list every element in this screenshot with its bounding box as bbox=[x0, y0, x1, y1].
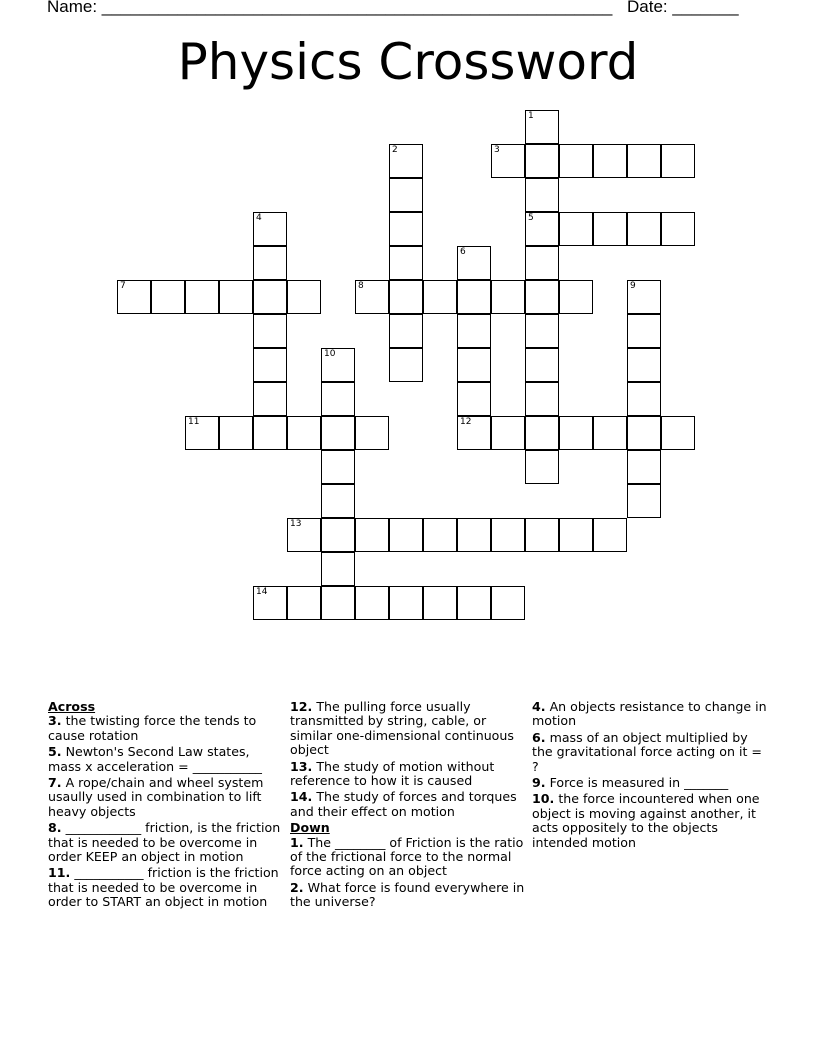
clue bbox=[48, 745, 284, 774]
clues-column-1 bbox=[48, 700, 284, 912]
grid-cell[interactable] bbox=[491, 280, 525, 314]
clue-number: 12 bbox=[460, 417, 472, 427]
grid-cell[interactable] bbox=[151, 280, 185, 314]
grid-cell[interactable] bbox=[389, 144, 423, 178]
grid-cell[interactable] bbox=[321, 518, 355, 552]
grid-cell[interactable] bbox=[525, 212, 559, 246]
grid-cell[interactable] bbox=[457, 416, 491, 450]
clue bbox=[532, 792, 768, 850]
clue-number: 7. bbox=[48, 775, 62, 791]
grid-cell[interactable] bbox=[253, 348, 287, 382]
clue-number: 8 bbox=[358, 281, 364, 291]
clue-text: ___________ friction is the friction that is needed to be overcome in order to START an object in motion bbox=[48, 865, 279, 910]
grid-cell[interactable] bbox=[219, 280, 253, 314]
name-field-label: Name: ______________________________________________________ bbox=[47, 0, 613, 16]
grid-cell[interactable] bbox=[287, 280, 321, 314]
grid-cell[interactable] bbox=[355, 416, 389, 450]
clue-text: The study of forces and torques and their effect on motion bbox=[290, 789, 517, 819]
grid-cell[interactable] bbox=[491, 586, 525, 620]
down-heading: Down bbox=[290, 820, 330, 836]
grid-cell[interactable] bbox=[117, 280, 151, 314]
grid-cell[interactable] bbox=[389, 518, 423, 552]
grid-cell[interactable] bbox=[253, 586, 287, 620]
grid-cell[interactable] bbox=[627, 382, 661, 416]
date-field-label: Date: _______ bbox=[627, 0, 739, 16]
page-title: Physics Crossword bbox=[177, 33, 639, 91]
grid-cell[interactable] bbox=[321, 348, 355, 382]
grid-cell[interactable] bbox=[525, 348, 559, 382]
clue-number: 10 bbox=[324, 349, 336, 359]
grid-cell[interactable] bbox=[525, 246, 559, 280]
grid-cell[interactable] bbox=[559, 212, 593, 246]
grid-cell[interactable] bbox=[627, 144, 661, 178]
grid-cell[interactable] bbox=[457, 314, 491, 348]
grid-cell[interactable] bbox=[321, 450, 355, 484]
clues-column-2 bbox=[290, 700, 526, 912]
grid-cell[interactable] bbox=[525, 280, 559, 314]
grid-cell[interactable] bbox=[525, 450, 559, 484]
grid-cell[interactable] bbox=[253, 314, 287, 348]
clue-text: ____________ friction, is the friction that is needed to be overcome in order KEEP an object in motion bbox=[48, 820, 281, 865]
clue-number: 6. bbox=[532, 729, 546, 745]
clue-number: 1 bbox=[528, 111, 534, 121]
clue-number: 5 bbox=[528, 213, 534, 223]
clue-number: 4. bbox=[532, 699, 546, 714]
grid-cell[interactable] bbox=[355, 586, 389, 620]
grid-cell[interactable] bbox=[185, 280, 219, 314]
clue-text: the twisting force the tends to cause rotation bbox=[48, 713, 257, 743]
grid-cell[interactable] bbox=[457, 280, 491, 314]
clue-number: 1. bbox=[290, 834, 304, 850]
clue bbox=[532, 700, 768, 729]
grid-cell[interactable] bbox=[661, 144, 695, 178]
grid-cell[interactable] bbox=[389, 246, 423, 280]
across-clue-list bbox=[48, 714, 284, 909]
grid-cell[interactable] bbox=[219, 416, 253, 450]
grid-cell[interactable] bbox=[253, 280, 287, 314]
grid-cell[interactable] bbox=[661, 212, 695, 246]
clue-text: The pulling force usually transmitted by string, cable, or similar one-dimensional continuous object bbox=[290, 699, 514, 758]
clue-number: 11 bbox=[188, 417, 200, 427]
clue bbox=[48, 776, 284, 819]
grid-cell[interactable] bbox=[593, 212, 627, 246]
grid-cell[interactable] bbox=[423, 586, 457, 620]
grid-cell[interactable] bbox=[593, 416, 627, 450]
clue bbox=[48, 714, 284, 743]
clue bbox=[48, 821, 284, 864]
grid-cell[interactable] bbox=[287, 416, 321, 450]
clue-text: mass of an object multiplied by the gravitational force acting on it = ? bbox=[532, 729, 762, 774]
clue bbox=[532, 731, 768, 774]
grid-cell[interactable] bbox=[627, 450, 661, 484]
clue-number: 5. bbox=[48, 744, 62, 760]
clue-text: the force incountered when one object is moving against another, it acts oppositely to the objects intended motion bbox=[532, 791, 760, 850]
grid-cell[interactable] bbox=[321, 586, 355, 620]
clue-text: An objects resistance to change in motion bbox=[532, 699, 767, 729]
grid-cell[interactable] bbox=[627, 348, 661, 382]
grid-cell[interactable] bbox=[389, 178, 423, 212]
clue-number: 6 bbox=[460, 247, 466, 257]
grid-cell[interactable] bbox=[457, 518, 491, 552]
clue bbox=[290, 836, 526, 879]
grid-cell[interactable] bbox=[287, 586, 321, 620]
grid-cell[interactable] bbox=[389, 586, 423, 620]
clue-number: 13. bbox=[290, 758, 313, 774]
grid-cell[interactable] bbox=[457, 246, 491, 280]
grid-cell[interactable] bbox=[491, 416, 525, 450]
grid-cell[interactable] bbox=[389, 348, 423, 382]
grid-cell[interactable] bbox=[389, 212, 423, 246]
grid-cell[interactable] bbox=[253, 212, 287, 246]
grid-cell[interactable] bbox=[185, 416, 219, 450]
grid-cell[interactable] bbox=[559, 144, 593, 178]
grid-cell[interactable] bbox=[525, 518, 559, 552]
grid-cell[interactable] bbox=[321, 416, 355, 450]
clue-number: 7 bbox=[120, 281, 126, 291]
clue-text: The ________ of Friction is the ratio of the frictional force to the normal force acting on an object bbox=[290, 834, 524, 879]
grid-cell[interactable] bbox=[457, 348, 491, 382]
clue-number: 14 bbox=[256, 587, 268, 597]
clue-number: 3. bbox=[48, 713, 62, 729]
clues-column-3 bbox=[532, 700, 768, 852]
grid-cell[interactable] bbox=[559, 518, 593, 552]
clue-text: A rope/chain and wheel system usaully used in combination to lift heavy objects bbox=[48, 775, 264, 819]
grid-cell[interactable] bbox=[389, 314, 423, 348]
clue bbox=[290, 790, 526, 819]
clue-text: The study of motion without reference to how it is caused bbox=[290, 758, 495, 789]
clue-number: 2 bbox=[392, 145, 398, 155]
grid-cell[interactable] bbox=[423, 280, 457, 314]
grid-cell[interactable] bbox=[593, 144, 627, 178]
clue-number: 10. bbox=[532, 791, 555, 807]
across-clue-list-continued bbox=[290, 700, 526, 819]
grid-cell[interactable] bbox=[321, 552, 355, 586]
grid-cell[interactable] bbox=[627, 484, 661, 518]
grid-cell[interactable] bbox=[321, 382, 355, 416]
down-clue-list bbox=[290, 836, 526, 910]
clue-number: 3 bbox=[494, 145, 500, 155]
grid-cell[interactable] bbox=[457, 382, 491, 416]
grid-cell[interactable] bbox=[321, 484, 355, 518]
clue-number: 4 bbox=[256, 213, 262, 223]
grid-cell[interactable] bbox=[491, 144, 525, 178]
grid-cell[interactable] bbox=[253, 382, 287, 416]
grid-cell[interactable] bbox=[525, 178, 559, 212]
clue-number: 13 bbox=[290, 519, 302, 529]
grid-cell[interactable] bbox=[627, 314, 661, 348]
grid-cell[interactable] bbox=[627, 416, 661, 450]
grid-cell[interactable] bbox=[423, 518, 457, 552]
clue-number: 9. bbox=[532, 775, 546, 791]
grid-cell[interactable] bbox=[525, 314, 559, 348]
grid-cell[interactable] bbox=[253, 246, 287, 280]
grid-cell[interactable] bbox=[525, 416, 559, 450]
clue bbox=[290, 700, 526, 758]
grid-cell[interactable] bbox=[491, 518, 525, 552]
grid-cell[interactable] bbox=[593, 518, 627, 552]
clue-text: Newton's Second Law states, mass x acceleration = ___________ bbox=[48, 744, 262, 774]
clue-number: 2. bbox=[290, 879, 304, 895]
grid-cell[interactable] bbox=[355, 518, 389, 552]
across-heading: Across bbox=[48, 699, 96, 714]
grid-cell[interactable] bbox=[389, 280, 423, 314]
grid-cell[interactable] bbox=[559, 280, 593, 314]
clue bbox=[290, 760, 526, 789]
clue-number: 14. bbox=[290, 789, 313, 805]
grid-cell[interactable] bbox=[627, 212, 661, 246]
grid-cell[interactable] bbox=[253, 416, 287, 450]
grid-cell[interactable] bbox=[287, 518, 321, 552]
grid-cell[interactable] bbox=[525, 144, 559, 178]
clue-number: 8. bbox=[48, 820, 62, 836]
grid-cell[interactable] bbox=[457, 586, 491, 620]
clue-number: 12. bbox=[290, 699, 313, 714]
clue bbox=[290, 881, 526, 910]
clue bbox=[48, 866, 284, 909]
clue-number: 11. bbox=[48, 865, 71, 881]
grid-cell[interactable] bbox=[525, 110, 559, 144]
grid-cell[interactable] bbox=[627, 280, 661, 314]
grid-cell[interactable] bbox=[355, 280, 389, 314]
clue-text: Force is measured in _______ bbox=[545, 775, 729, 791]
clue bbox=[532, 776, 768, 790]
grid-cell[interactable] bbox=[559, 416, 593, 450]
down-clue-list-continued bbox=[532, 700, 768, 850]
grid-cell[interactable] bbox=[661, 416, 695, 450]
grid-cell[interactable] bbox=[525, 382, 559, 416]
clue-text: What force is found everywhere in the universe? bbox=[290, 879, 525, 910]
clue-number: 9 bbox=[630, 281, 636, 291]
